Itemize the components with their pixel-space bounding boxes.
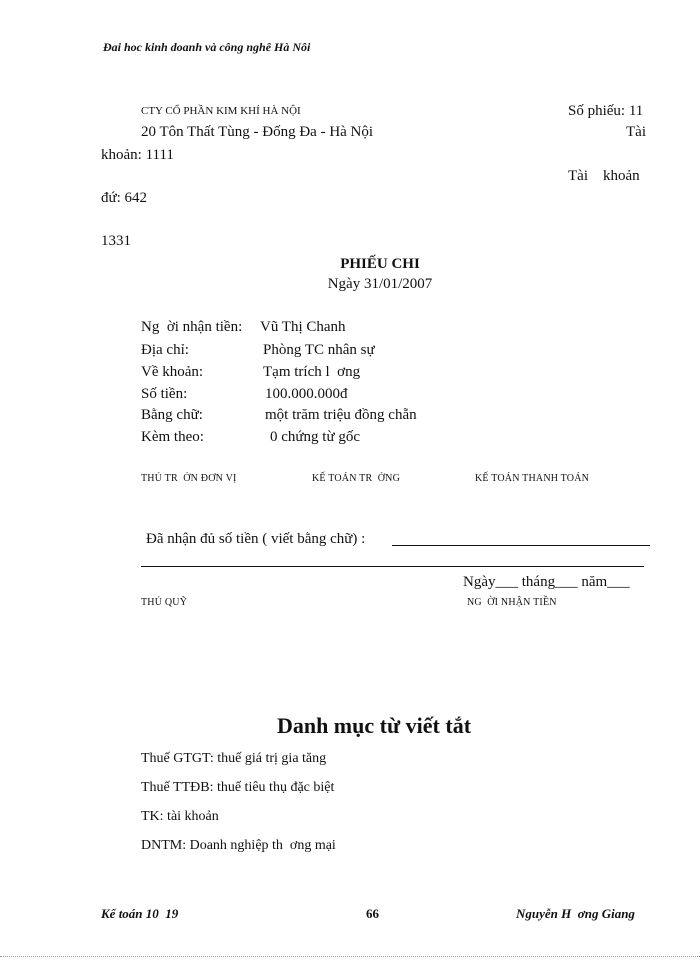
field-value-amount: 100.000.000đ — [265, 386, 348, 402]
field-label-amount: Số tiền: — [141, 386, 188, 402]
field-value-attachments: 0 chứng từ gốc — [270, 429, 360, 445]
field-label-attachments: Kèm theo: — [141, 429, 204, 445]
abbreviations-heading: Danh mục từ viết tắt — [276, 713, 472, 738]
field-label-payee: Ng ời nhận tiền: — [141, 319, 243, 335]
signature-treasurer: THỦ QUỸ — [141, 597, 188, 608]
field-value-payee: Vũ Thị Chanh — [260, 319, 346, 335]
field-value-address: Phòng TC nhân sự — [263, 342, 375, 358]
abbreviation-item: DNTM: Doanh nghiệp th ơng mại — [141, 838, 336, 853]
signature-head-of-unit: THỦ TR ỞN ĐƠN VỊ — [141, 473, 237, 484]
date-blank: Ngày___ tháng___ năm___ — [463, 574, 630, 590]
page-bottom-edge — [0, 956, 700, 957]
received-amount-second-line — [141, 566, 644, 567]
field-value-in-words: một trăm triệu đồng chẵn — [265, 407, 417, 423]
received-amount-text: Đã nhận đủ số tiền ( viết bằng chữ) : — [146, 531, 366, 547]
signature-receiver: NG ỜI NHẬN TIỀN — [467, 597, 557, 608]
footer-page-number: 66 — [366, 906, 379, 921]
voucher-number: Số phiếu: 11 — [568, 103, 644, 119]
account-line-3: 1331 — [101, 233, 131, 249]
field-value-reason: Tạm trích l ơng — [263, 364, 361, 380]
page-header-institution: Đai hoc kinh doanh và công nghê Hà Nôi — [103, 40, 311, 54]
field-label-in-words: Bằng chữ: — [141, 407, 203, 423]
signature-payment-accountant: KẾ TOÁN THANH TOÁN — [475, 473, 590, 484]
received-amount-blank-line — [392, 545, 650, 546]
abbreviation-item: Thuế GTGT: thuế giá trị gia tăng — [141, 751, 327, 766]
abbreviation-item: Thuế TTĐB: thuế tiêu thụ đặc biệt — [141, 780, 335, 795]
field-label-address: Địa chỉ: — [141, 342, 189, 358]
footer-author: Nguyễn H ơng Giang — [516, 906, 635, 921]
account-label-1: Tài — [626, 124, 646, 140]
abbreviation-item: TK: tài khoản — [141, 809, 219, 824]
field-label-reason: Về khoản: — [141, 364, 204, 380]
company-name: CTY CỔ PHẦN KIM KHÍ HÀ NỘI — [141, 105, 301, 117]
footer-course: Kế toán 10 19 — [101, 906, 179, 921]
account-label-2: Tài khoản — [568, 168, 640, 184]
company-address: 20 Tôn Thất Tùng - Đống Đa - Hà Nội — [141, 124, 374, 140]
voucher-date: Ngày 31/01/2007 — [327, 276, 433, 292]
voucher-title: PHIẾU CHI — [340, 256, 420, 272]
account-line-1: khoản: 1111 — [101, 147, 174, 163]
account-line-2: đứ: 642 — [101, 190, 148, 206]
signature-chief-accountant: KẾ TOÁN TR ỞNG — [312, 473, 401, 484]
